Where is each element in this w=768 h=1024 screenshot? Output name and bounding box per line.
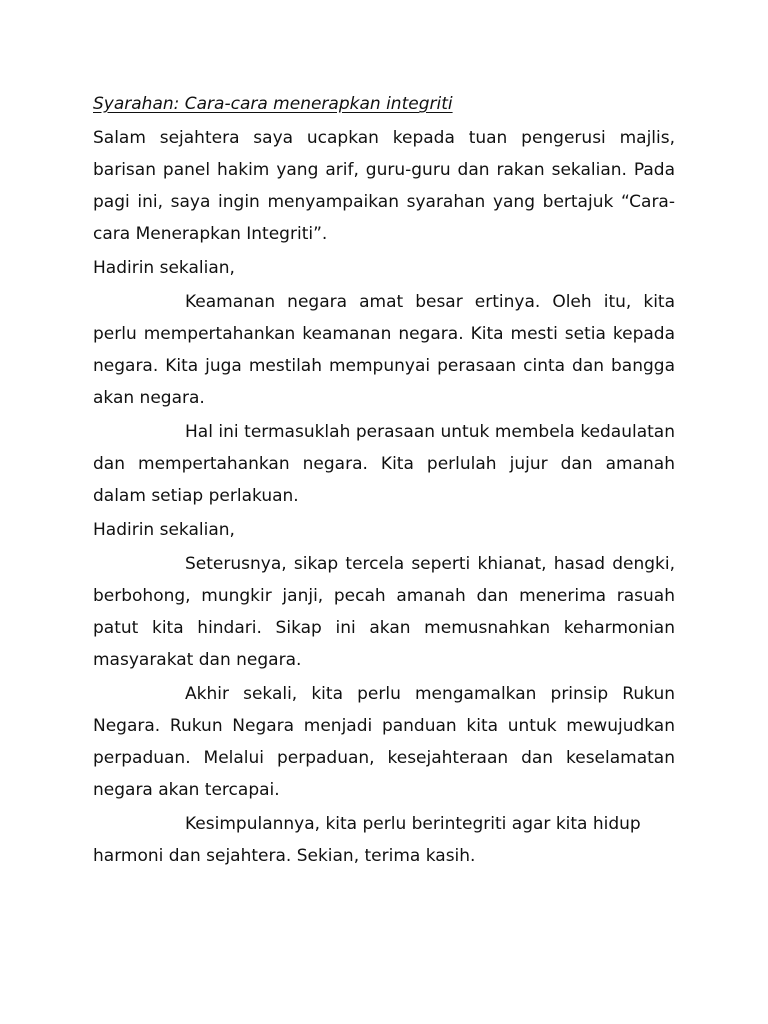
intro-paragraph: Salam sejahtera saya ucapkan kepada tuan pengerusi majlis, barisan panel hakim yang arif, guru-guru dan rakan sekalian. Pada pagi ini, saya ingin menyampaikan syarahan yang bertajuk “Cara-cara Menerapkan Integriti”. <box>93 128 675 244</box>
body-paragraph-1: Keamanan negara amat besar ertinya. Oleh itu, kita perlu mempertahankan keamanan negara. Kita mesti setia kepada negara. Kita juga mestilah mempunyai perasaan cinta dan bangga akan negara. <box>93 292 675 408</box>
greeting-line: Hadirin sekalian, <box>93 520 235 540</box>
body-paragraph-3: Seterusnya, sikap tercela seperti khianat, hasad dengki, berbohong, mungkir janji, pecah amanah dan menerima rasuah patut kita hindari. Sikap ini akan memusnahkan keharmonian masyarakat dan negara. <box>93 554 675 670</box>
document-title: Syarahan: Cara-cara menerapkan integriti <box>93 94 453 114</box>
conclusion-paragraph: Kesimpulannya, kita perlu berintegriti agar kita hidup harmoni dan sejahtera. Sekian, terima kasih. <box>93 814 641 866</box>
body-paragraph-2: Hal ini termasuklah perasaan untuk membela kedaulatan dan mempertahankan negara. Kita perlulah jujur dan amanah dalam setiap perlakuan. <box>93 422 675 506</box>
body-paragraph-4: Akhir sekali, kita perlu mengamalkan prinsip Rukun Negara. Rukun Negara menjadi panduan kita untuk mewujudkan perpaduan. Melalui perpaduan, kesejahteraan dan keselamatan negara akan tercapai. <box>93 684 675 800</box>
speech-document <box>93 88 675 874</box>
greeting-line: Hadirin sekalian, <box>93 258 235 278</box>
